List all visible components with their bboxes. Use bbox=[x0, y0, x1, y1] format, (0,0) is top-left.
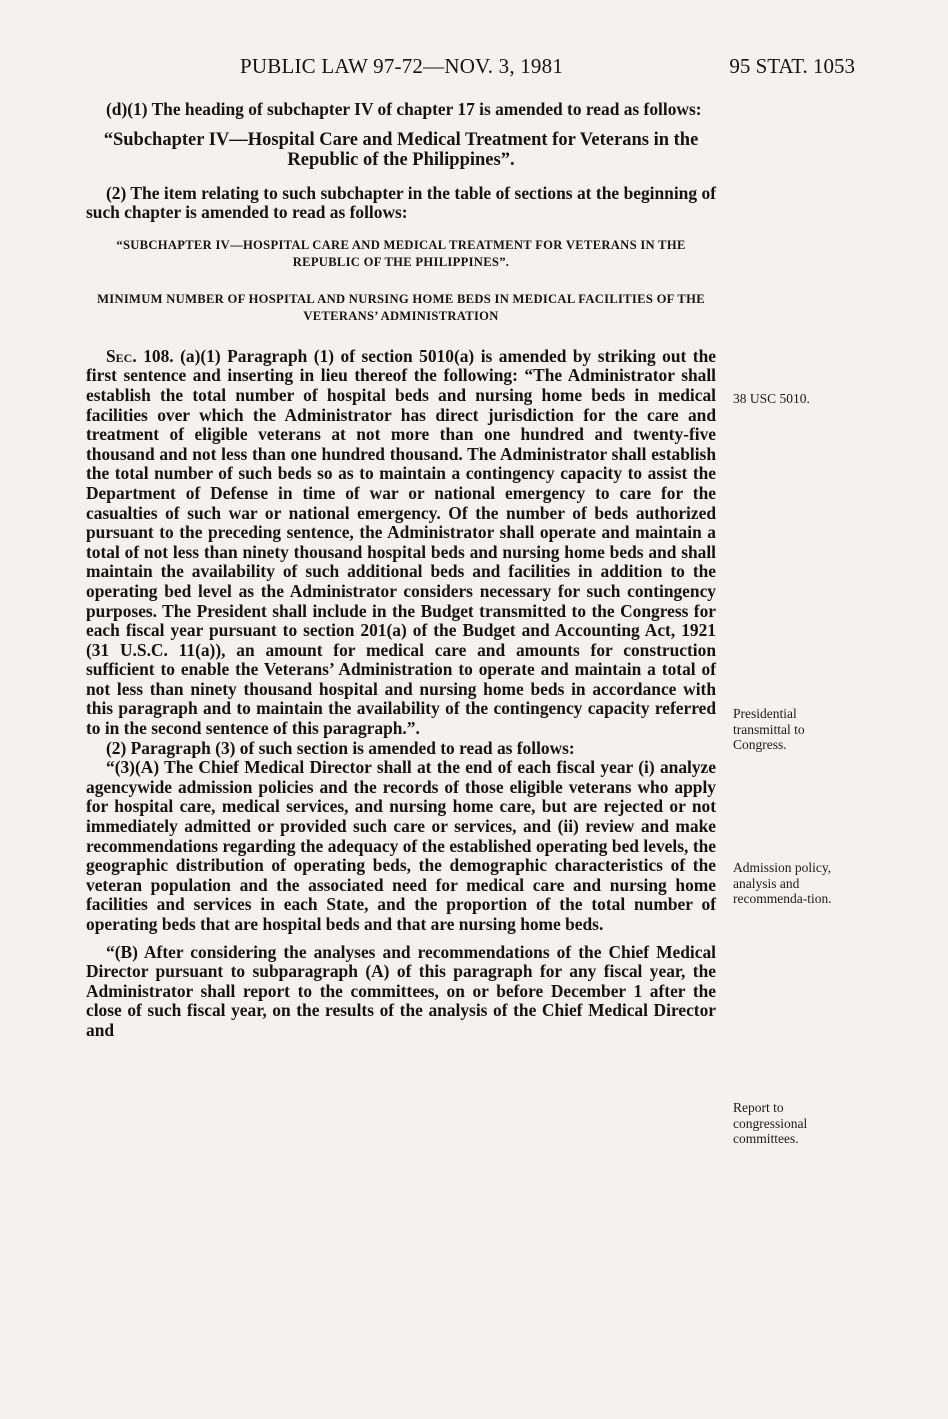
margin-note-admission-policy: Admission policy, analysis and recommenda-tion. bbox=[733, 860, 832, 906]
section-108-paragraph bbox=[86, 347, 716, 739]
section-heading: MINIMUM NUMBER OF HOSPITAL AND NURSING HOME BEDS IN MEDICAL FACILITIES OF THE VETERANS’ ADMINISTRATION bbox=[97, 291, 705, 323]
paragraph-a2: (2) Paragraph (3) of such section is amended to read as follows: bbox=[106, 737, 575, 758]
sec-label: Sec. bbox=[106, 345, 137, 366]
section-108-text: 108. (a)(1) Paragraph (1) of section 5010(a) is amended by striking out the first sentence and inserting in lieu thereof the following: “The Administrator shall establish the total number of hospital beds and nursing home beds in medical facilities over which the Administrator has direct jurisdiction for the care and treatment of eligible veterans at not more than one hundred and twenty-five thousand and not less than one hundred thousand. The Administrator shall establish the total number of such beds so as to maintain a contingency capacity to assist the Department of Defense in time of war or national emergency to care for the casualties of such war or national emergency. Of the number of beds authorized pursuant to the preceding sentence, the Administrator shall operate and maintain a total of not less than ninety thousand hospital beds and nursing home beds and shall maintain the availability of such additional beds and facilities in addition to the operating bed level as the Administrator considers necessary for such contingency purposes. The President shall include in the Budget transmitted to the Congress for each fiscal year pursuant to section 201(a) of the Budget and Accounting Act, 1921 (31 U.S.C. 11(a)), an amount for medical care and amounts for construction sufficient to enable the Veterans’ Administration to operate and maintain a total of not less than ninety thousand hospital and nursing home beds in accordance with this paragraph and to maintain the availability of the contingency capacity referred to in the second sentence of this paragraph.”. bbox=[86, 345, 716, 739]
paragraph-d1: (d)(1) The heading of subchapter IV of chapter 17 is amended to read as follows: bbox=[106, 99, 702, 119]
table-of-sections-item: “SUBCHAPTER IV—HOSPITAL CARE AND MEDICAL TREATMENT FOR VETERANS IN THE REPUBLIC OF THE PHILIPPINES”. bbox=[116, 237, 686, 269]
margin-note-presidential-transmittal: Presidential transmittal to Congress. bbox=[733, 706, 805, 752]
page-header bbox=[80, 54, 855, 82]
paragraph-3B: “(B) After considering the analyses and recommendations of the Chief Medical Director pursuant to subparagraph (A) of this paragraph for any fiscal year, the Administrator shall report to the committees, on or before December 1 after the close of such fiscal year, on the results of the analysis of the Chief Medical Director and bbox=[86, 941, 716, 1040]
margin-note-report-to-committees: Report to congressional committees. bbox=[733, 1100, 808, 1146]
margin-note-usc: 38 USC 5010. bbox=[733, 391, 810, 406]
running-head-title: PUBLIC LAW 97-72—NOV. 3, 1981 bbox=[240, 54, 564, 78]
paragraph-3A: “(3)(A) The Chief Medical Director shall at the end of each fiscal year (i) analyze agencywide admission policies and the records of those eligible veterans who apply for hospital care, medical services, and nursing home care, but are rejected or not immediately admitted or provided such care or services, and (ii) review and make recommendations regarding the adequacy of the established operating bed levels, the geographic distribution of operating beds, the demographic characteristics of the veteran population and the associated need for medical care and nursing home facilities and services in each State, and the proportion of the total number of operating beds that are hospital beds and that are nursing home beds. bbox=[86, 757, 716, 934]
subchapter-heading: “Subchapter IV—Hospital Care and Medical Treatment for Veterans in the Republic of the Philippines”. bbox=[103, 129, 699, 170]
paragraph-d2: (2) The item relating to such subchapter in the table of sections at the beginning of such chapter is amended to read as follows: bbox=[86, 182, 716, 223]
statute-page-reference: 95 STAT. 1053 bbox=[729, 54, 855, 78]
body-text-column bbox=[86, 100, 716, 1041]
